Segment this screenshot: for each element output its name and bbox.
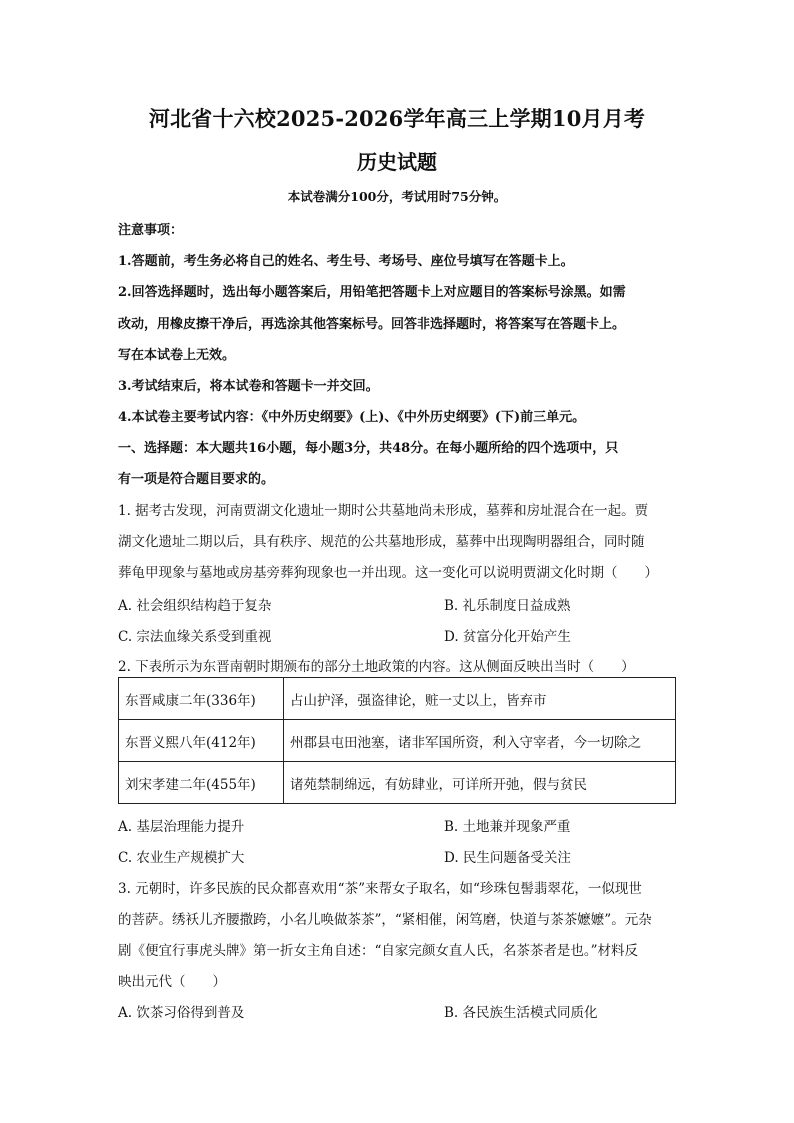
q1-option-b[interactable]: B. 礼乐制度日益成熟 (444, 598, 571, 614)
note-item: 1.答题前，考生务必将自己的姓名、考生号、考场号、座位号填写在答题卡上。 (118, 254, 574, 269)
note-item: 3.考试结束后，将本试卷和答题卡一并交回。 (118, 379, 379, 394)
table-cell-policy: 诸苑禁制绵远，有妨肆业，可详所开弛，假与贫民 (284, 762, 676, 804)
q1-stem: 葬龟甲现象与墓地或房基旁葬狗现象也一并出现。这一变化可以说明贾湖文化时期（ ） (118, 565, 658, 581)
q1-option-d[interactable]: D. 贫富分化开始产生 (444, 629, 571, 645)
q1-option-a[interactable]: A. 社会组织结构趋于复杂 (118, 598, 272, 614)
exam-title: 河北省十六校2025-2026学年高三上学期10月月考 (148, 106, 646, 131)
table-cell-year: 东晋咸康二年(336年) (119, 678, 284, 720)
q2-option-c[interactable]: C. 农业生产规模扩大 (118, 850, 245, 866)
table-cell-year: 东晋义熙八年(412年) (119, 720, 284, 762)
table-cell-year: 刘宋孝建二年(455年) (119, 762, 284, 804)
table-row (119, 678, 676, 720)
q2-option-b[interactable]: B. 土地兼并现象严重 (444, 819, 571, 835)
exam-info: 本试卷满分100分，考试用时75分钟。 (287, 189, 507, 204)
policy-table (118, 677, 676, 804)
q2-stem: 2. 下表所示为东晋南朝时期颁布的部分土地政策的内容。这从侧面反映出当时（ ） (118, 659, 635, 675)
table-row (119, 720, 676, 762)
table-row (119, 762, 676, 804)
section-heading-cont: 有一项是符合题目要求的。 (118, 472, 275, 487)
q3-stem: 的菩萨。绣袄儿齐腰撒跨，小名儿唤做茶茶”，“紧相催，闲笃磨，快道与茶茶嬷嬷”。元杂 (118, 912, 652, 928)
table-cell-policy: 州郡县屯田池塞，诸非军国所资，利入守宰者，今一切除之 (284, 720, 676, 762)
q1-stem: 1. 据考古发现，河南贾湖文化遗址一期时公共墓地尚未形成，墓葬和房址混合在一起。贾 (118, 503, 649, 519)
q3-option-b[interactable]: B. 各民族生活模式同质化 (444, 1005, 598, 1021)
note-item: 4.本试卷主要考试内容：《中外历史纲要》(上)、《中外历史纲要》(下)前三单元。 (118, 410, 586, 425)
notes-heading: 注意事项： (118, 223, 184, 238)
q2-option-d[interactable]: D. 民生问题备受关注 (444, 850, 571, 866)
q3-option-a[interactable]: A. 饮茶习俗得到普及 (118, 1005, 245, 1021)
q1-stem: 湖文化遗址二期以后，具有秩序、规范的公共墓地形成，墓葬中出现陶明器组合，同时随 (118, 534, 645, 550)
q3-stem: 映出元代（ ） (118, 974, 226, 990)
q3-stem: 3. 元朝时，许多民族的民众都喜欢用“茶”来帮女子取名，如“珍珠包髻翡翠花，一似现世 (118, 881, 642, 897)
note-item: 写在本试卷上无效。 (118, 348, 236, 363)
note-item: 2.回答选择题时，选出每小题答案后，用铅笔把答题卡上对应题目的答案标号涂黑。如需 (118, 285, 626, 300)
note-item: 改动，用橡皮擦干净后，再选涂其他答案标号。回答非选择题时，将答案写在答题卡上。 (118, 317, 626, 332)
q1-option-c[interactable]: C. 宗法血缘关系受到重视 (118, 629, 272, 645)
q3-stem: 剧《便宜行事虎头牌》第一折女主角自述：“自家完颜女直人氏，名茶茶者是也。”材料反 (118, 943, 639, 959)
q2-option-a[interactable]: A. 基层治理能力提升 (118, 819, 245, 835)
subject-title: 历史试题 (357, 150, 437, 174)
table-cell-policy: 占山护泽，强盗律论，赃一丈以上，皆弃市 (284, 678, 676, 720)
section-heading: 一、选择题：本大题共16小题，每小题3分，共48分。在每小题所给的四个选项中，只 (118, 441, 619, 456)
